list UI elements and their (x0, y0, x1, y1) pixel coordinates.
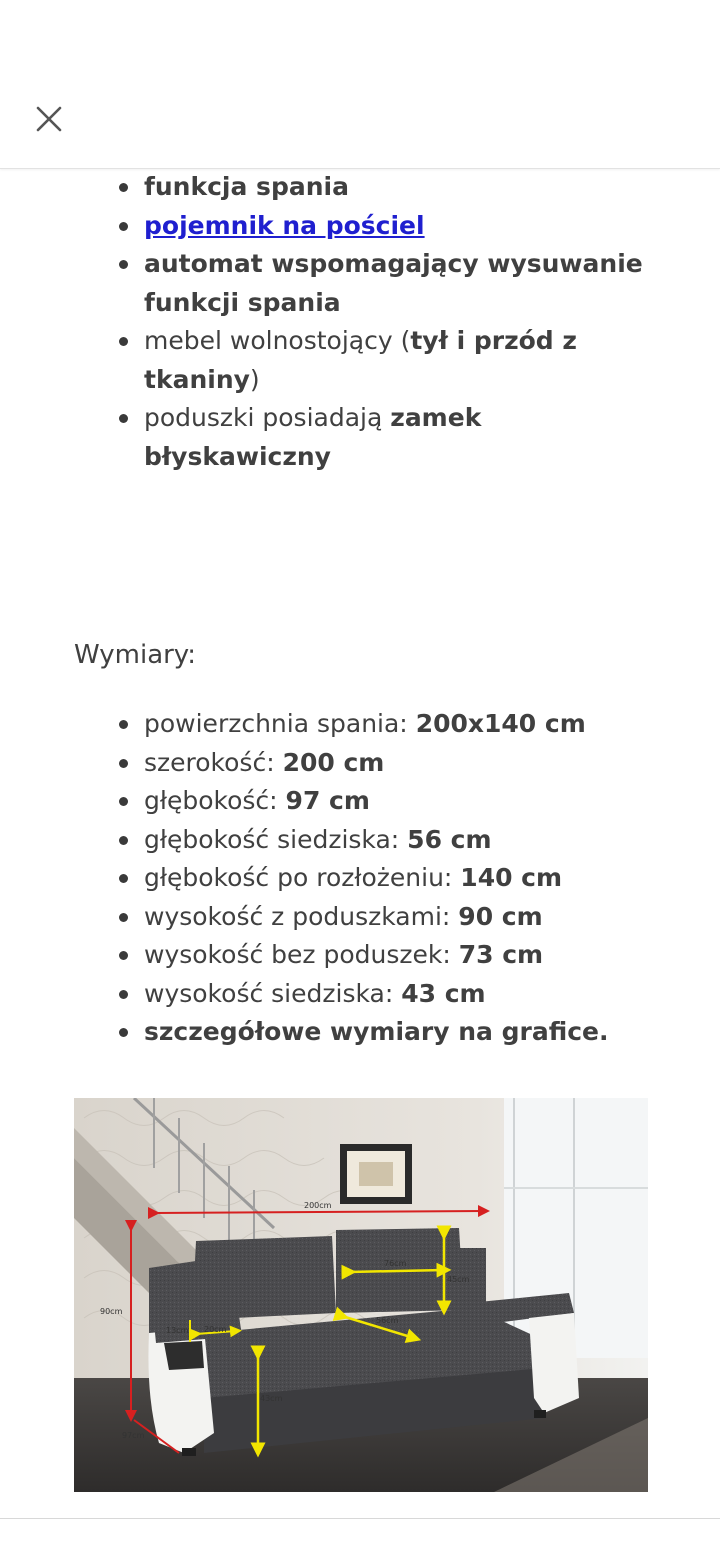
dimension-label: wysokość bez poduszek: (144, 940, 459, 969)
feature-text-bold: tył i przód z tkaniny (144, 326, 577, 394)
dimension-item (144, 744, 664, 783)
feature-text: poduszki posiadają (144, 403, 391, 432)
feature-item (144, 168, 664, 207)
bedding-container-link[interactable]: pojemnik na pościel (144, 210, 425, 240)
dimension-item (144, 821, 664, 860)
dimension-item (144, 705, 664, 744)
back-height-label: 45cm (447, 1275, 470, 1284)
height-label: 90cm (100, 1307, 123, 1316)
back-width-label: 76cm (384, 1259, 407, 1268)
feature-item (144, 245, 664, 322)
feature-text: automat wspomagający wysuwanie funkcji spania (144, 249, 643, 317)
dimension-value: 140 cm (460, 863, 563, 892)
dimension-value: 90 cm (458, 901, 543, 931)
armrest-height-label: 13cm (166, 1326, 189, 1335)
dimension-label: powierzchnia spania: (144, 709, 416, 738)
dimension-label: głębokość: (144, 786, 286, 815)
feature-text: ) (249, 364, 260, 394)
feature-text: mebel wolnostojący ( (144, 326, 411, 355)
dimension-item (144, 859, 664, 898)
dimension-item (144, 975, 664, 1014)
dimension-item (144, 782, 664, 821)
dimension-label: wysokość z poduszkami: (144, 901, 459, 931)
seat-height-label: 43cm (260, 1394, 283, 1403)
features-list (144, 168, 664, 476)
dimension-label: głębokość po rozłożeniu: (144, 863, 461, 892)
dimension-value: 200 cm (282, 747, 385, 777)
dimensions-heading: Wymiary: (74, 640, 197, 670)
dimension-label: wysokość siedziska: (144, 978, 402, 1008)
seat-depth-label: 56cm (376, 1316, 399, 1325)
wall-picture (340, 1144, 412, 1204)
dimension-value: 200x140 cm (415, 709, 586, 738)
feature-item (144, 207, 664, 246)
dimension-item (144, 898, 664, 937)
dimension-value: 73 cm (458, 940, 544, 969)
bottom-bar (0, 1518, 720, 1561)
close-icon (30, 100, 68, 138)
feature-item (144, 322, 664, 399)
feature-item (144, 399, 664, 476)
dimension-label: głębokość siedziska: (144, 824, 408, 854)
dimensions-list (144, 705, 664, 1052)
dimension-item (144, 936, 664, 975)
dimension-label: szerokość: (144, 747, 283, 777)
feature-text-bold: zamek błyskawiczny (144, 403, 482, 471)
top-bar (0, 0, 720, 169)
product-description (0, 168, 720, 1518)
close-button[interactable] (30, 100, 68, 138)
armrest-width-label: 20cm (204, 1325, 227, 1334)
dimension-value: 97 cm (285, 786, 370, 815)
dimension-value: 43 cm (401, 978, 486, 1008)
dimension-value: szczegółowe wymiary na grafice. (144, 1017, 609, 1046)
sofa-dimensions-image[interactable] (74, 1098, 648, 1492)
dimension-value: 56 cm (407, 824, 492, 854)
width-label: 200cm (304, 1201, 332, 1210)
feature-text: funkcja spania (144, 172, 349, 201)
depth-label: 97cm (122, 1431, 145, 1440)
dimension-item (144, 1013, 664, 1052)
